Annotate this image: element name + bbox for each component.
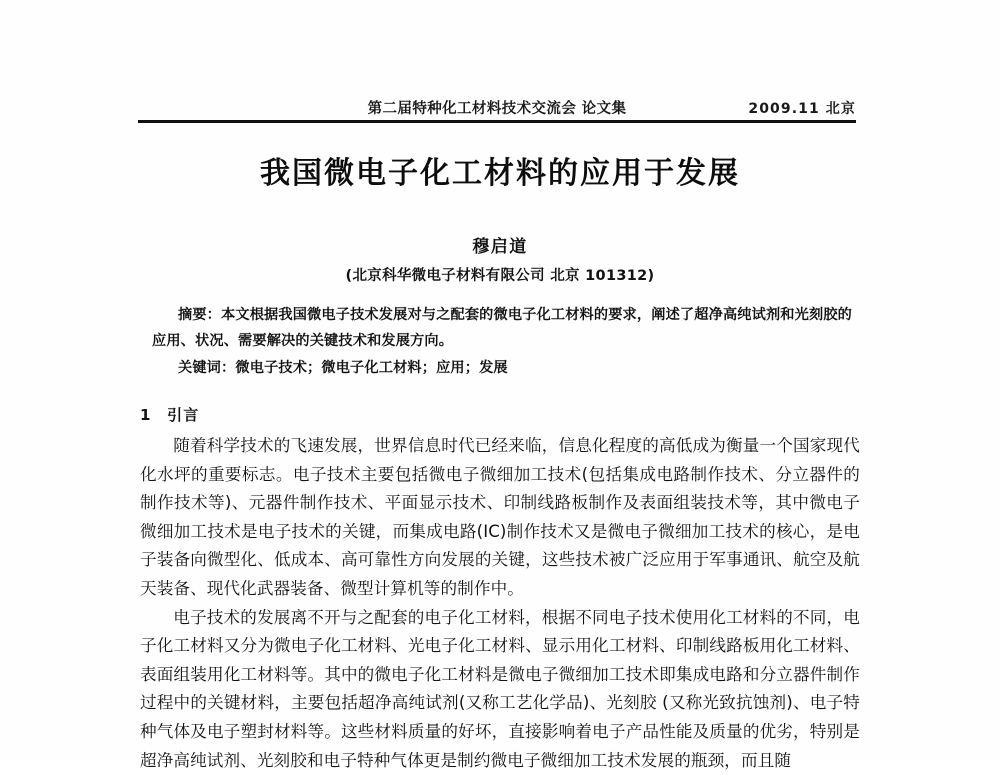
header-divider-rule [138, 120, 856, 123]
abstract-text: 本文根据我国微电子技术发展对与之配套的微电子化工材料的要求，阐述了超净高纯试剂和光刻胶的应用、状况、需要解决的关键技术和发展方向。 [152, 307, 853, 349]
running-header [138, 94, 856, 118]
abstract-label: 摘要： [178, 307, 222, 323]
body-paragraph: 随着科学技术的飞速发展，世界信息时代已经来临，信息化程度的高低成为衡量一个国家现代化水坪的重要标志。电子技术主要包括微电子微细加工技术(包括集成电路制作技术、分立器件的制作技术等)、元器件制作技术、平面显示技术、印制线路板制作及表面组装技术等，其中微电子微细加工技术是电子技术的关键，而集成电路(IC)制作技术又是微电子微细加工技术的核心，是电子装备向微型化、低成本、高可靠性方向发展的关键，这些技术被广泛应用于军事通讯、航空及航天装备、现代化武器装备、微型计算机等的制作中。 [140, 436, 860, 598]
section-body-1 [140, 432, 860, 775]
running-header-conference-title: 第二届特种化工材料技术交流会 论文集 [367, 101, 627, 117]
section-heading-1 [140, 404, 199, 425]
author-affiliation: (北京科华微电子材料有限公司 北京 101312) [345, 268, 655, 284]
paper-title: 我国微电子化工材料的应用于发展 [260, 156, 740, 191]
running-header-date-place: 2009.11 北京 [748, 101, 856, 117]
keywords-block [152, 355, 852, 381]
paper-author: 穆启道 [472, 237, 528, 257]
body-paragraph: 电子技术的发展离不开与之配套的电子化工材料，根据不同电子技术使用化工材料的不同，电子化工材料又分为微电子化工材料、光电子化工材料、显示用化工材料、印制线路板用化工材料、表面组装用化工材料等。其中的微电子化工材料是微电子微细加工技术即集成电路和分立器件制作过程中的关键材料，主要包括超净高纯试剂(又称工艺化学品)、光刻胶 (又称光致抗蚀剂)、电子特种气体及电子塑封材料等。这些材料质量的好坏，直接影响着电子产品性能及质量的优劣，特别是超净高纯试剂、光刻胶和电子特种气体更是制约微电子微细加工技术发展的瓶颈，而且随 [140, 607, 860, 770]
section-title: 引言 [167, 406, 200, 424]
keywords-label: 关键词： [178, 360, 236, 376]
abstract-block [152, 302, 852, 354]
section-number: 1 [140, 406, 152, 424]
keywords-text: 微电子技术；微电子化工材料；应用；发展 [235, 360, 508, 376]
